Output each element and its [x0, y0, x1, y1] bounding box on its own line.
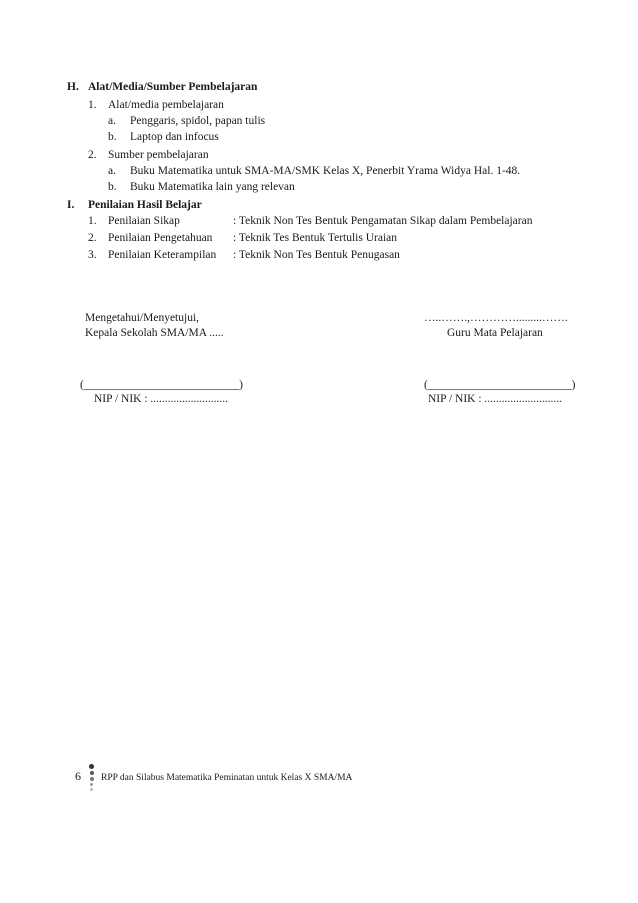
i-item-1-num: 1.	[88, 215, 97, 227]
h-item-2b-letter: b.	[108, 181, 117, 193]
h-item-2a-letter: a.	[108, 165, 116, 177]
section-i-letter: I.	[67, 199, 75, 211]
signature-right-nip: NIP / NIK : ...........................	[428, 393, 563, 405]
i-item-3-desc: : Teknik Non Tes Bentuk Penugasan	[233, 249, 400, 261]
signature-left-line1: Mengetahui/Menyetujui,	[85, 312, 200, 324]
h-item-1b-text: Laptop dan infocus	[130, 131, 219, 143]
i-item-3-label: Penilaian Keterampilan	[108, 249, 217, 261]
i-item-2-desc: : Teknik Tes Bentuk Tertulis Uraian	[233, 232, 397, 244]
signature-left-name-line: (___________________________)	[80, 379, 243, 391]
signature-right-line2: Guru Mata Pelajaran	[447, 327, 543, 339]
signature-right-name-line: (_________________________)	[424, 379, 576, 391]
signature-left-line2: Kepala Sekolah SMA/MA .....	[85, 327, 224, 339]
page-number: 6	[75, 769, 81, 783]
i-item-2-num: 2.	[88, 232, 97, 244]
h-item-1-label: Alat/media pembelajaran	[108, 99, 224, 111]
h-item-1a-text: Penggaris, spidol, papan tulis	[130, 115, 266, 127]
i-item-1-label: Penilaian Sikap	[108, 215, 180, 227]
footer-dots-ornament	[89, 764, 94, 791]
h-item-2a-text: Buku Matematika untuk SMA-MA/SMK Kelas X, Penerbit Yrama Widya Hal. 1-48.	[130, 165, 521, 177]
h-item-1b-letter: b.	[108, 131, 117, 143]
i-item-2-label: Penilaian Pengetahuan	[108, 232, 213, 244]
h-item-2b-text: Buku Matematika lain yang relevan	[130, 181, 295, 193]
section-i-title: Penilaian Hasil Belajar	[88, 199, 202, 211]
h-item-2-label: Sumber pembelajaran	[108, 149, 209, 161]
h-item-2-num: 2.	[88, 149, 97, 161]
section-h-letter: H.	[67, 81, 79, 93]
signature-left-nip: NIP / NIK : ...........................	[94, 393, 229, 405]
footer-title: RPP dan Silabus Matematika Peminatan untuk Kelas X SMA/MA	[101, 773, 353, 783]
h-item-1a-letter: a.	[108, 115, 116, 127]
signature-right-line1: …..…….,………….........…….	[424, 312, 568, 324]
i-item-3-num: 3.	[88, 249, 97, 261]
i-item-1-desc: : Teknik Non Tes Bentuk Pengamatan Sikap dalam Pembelajaran	[233, 215, 533, 227]
section-h-title: Alat/Media/Sumber Pembelajaran	[88, 81, 258, 93]
h-item-1-num: 1.	[88, 99, 97, 111]
